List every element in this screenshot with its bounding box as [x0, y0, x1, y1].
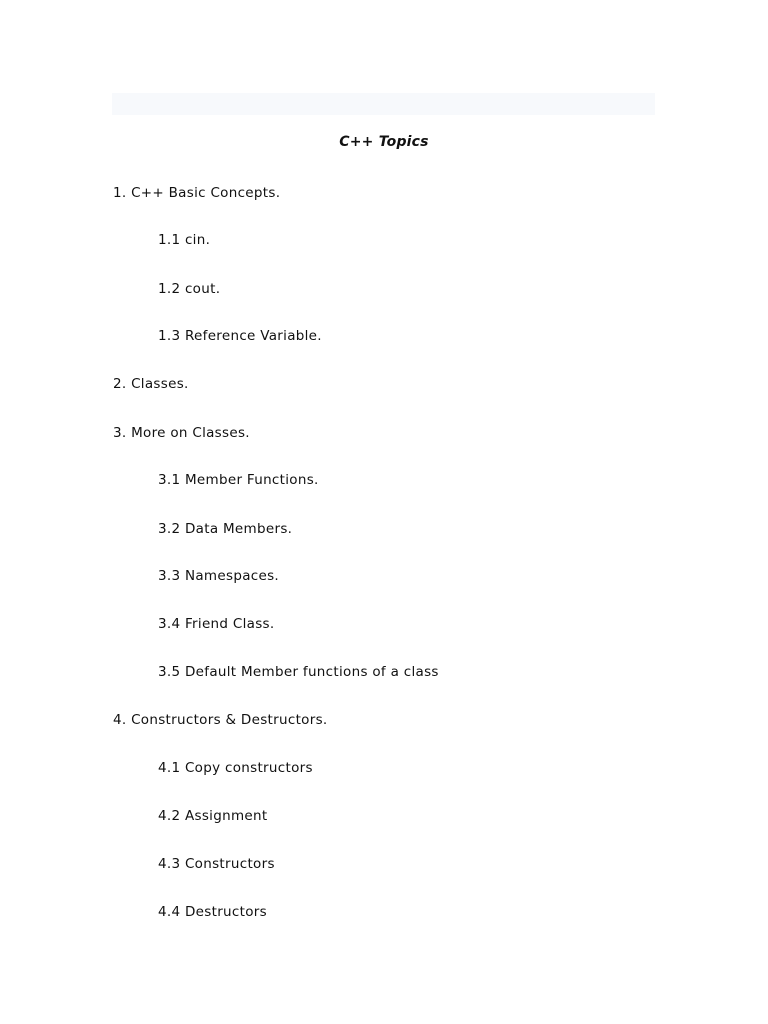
page-title: C++ Topics: [339, 134, 429, 150]
subtopic-item: 3.2 Data Members.: [158, 521, 293, 537]
subtopic-item: 4.4 Destructors: [158, 904, 267, 920]
topic-item: 3. More on Classes.: [113, 425, 250, 441]
subtopic-item: 3.4 Friend Class.: [158, 616, 275, 632]
subtopic-item: 3.3 Namespaces.: [158, 568, 280, 584]
subtopic-item: 3.1 Member Functions.: [158, 472, 319, 488]
subtopic-item: 3.5 Default Member functions of a class: [158, 664, 439, 680]
subtopic-item: 1.3 Reference Variable.: [158, 328, 322, 344]
subtopic-item: 1.1 cin.: [158, 232, 211, 248]
subtopic-item: 4.2 Assignment: [158, 808, 268, 824]
topic-item: 2. Classes.: [113, 376, 189, 392]
topic-item: 1. C++ Basic Concepts.: [113, 185, 281, 201]
subtopic-item: 1.2 cout.: [158, 281, 221, 297]
subtopic-item: 4.1 Copy constructors: [158, 760, 313, 776]
header-band: [112, 93, 655, 115]
subtopic-item: 4.3 Constructors: [158, 856, 275, 872]
topic-item: 4. Constructors & Destructors.: [113, 712, 328, 728]
